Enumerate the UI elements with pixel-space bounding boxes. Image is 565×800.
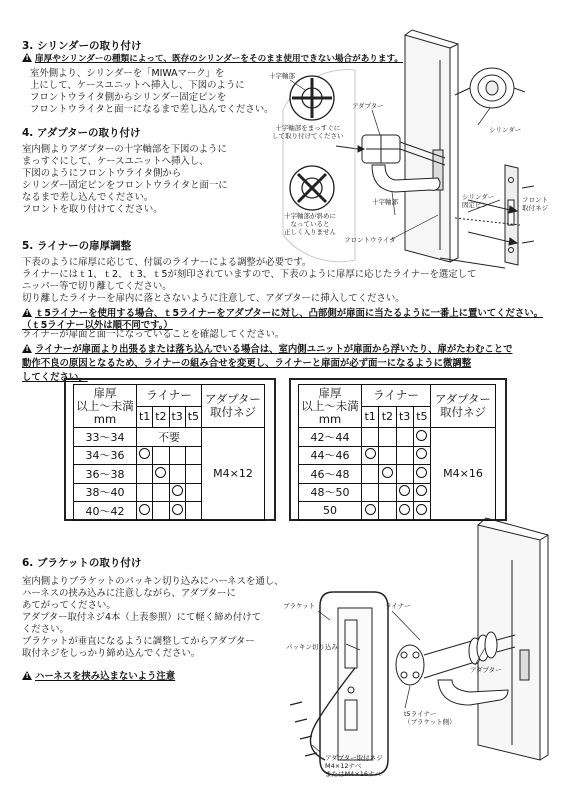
section6-title: 6. ブラケットの取り付け (22, 557, 142, 569)
table-header-screw: アダプター 取付ネジ (431, 385, 496, 428)
section5-warning-t5-note: （ｔ5ライナー以外は順不同です。） (22, 320, 173, 331)
fig1-cylinder-label: シリンダー (489, 126, 522, 134)
screw-size-cell: M4×16 (431, 428, 496, 521)
fig2-t5-label: t5ライナー （ブラケット側） (404, 710, 456, 726)
section3-warning: !扉厚やシリンダーの種類によって、既存のシリンダーをそのまま使用できない場合があります。 (22, 52, 403, 64)
section3-title: 3. シリンダーの取り付け (22, 40, 142, 52)
section4-title: 4. アダプターの取り付け (22, 127, 141, 139)
table-row: 46〜48 (299, 465, 496, 484)
section4-body: 室内側よりアダプターの十字軸部を下図のように まっすぐにして、ケースユニットへ挿入し、 下図のようにフロントウライタ側から シリンダー固定ピンをフロントウライタと面一に なるまで差し込んでください。 フロントを取り付けてください。 (22, 144, 228, 215)
table-row: 40〜42 (74, 502, 265, 521)
fig2-screw-label: アダプター取付ネジ M4×12ナベ またはM4×16ナベ (325, 754, 383, 778)
not-required-cell: 不要 (137, 428, 202, 447)
section5-title: 5. ライナーの扉厚調整 (22, 240, 132, 252)
table-row: 48〜50 (299, 483, 496, 502)
table-header-door: 扉厚 以上〜未満 mm (299, 385, 362, 428)
table-header-liner: ライナー (137, 385, 202, 407)
table-row: 44〜46 (299, 446, 496, 465)
section5-flush-note: ライナーが扉面と面一になっていることを確認してください。 (22, 329, 285, 340)
fig1-cross-shaft-label: 十字軸部 (269, 72, 295, 80)
section6-warning: !ハーネスを挟み込まないよう注意 (22, 668, 175, 682)
screw-size-cell: M4×12 (202, 428, 265, 521)
fig1-front-writer-label: フロントウライタ (344, 236, 396, 244)
fig1-adapter-label: アダプター (352, 102, 384, 110)
fig1-pin-label: シリンダー 固定ピン (462, 193, 495, 209)
table-row: 38〜40 (74, 483, 265, 502)
section5-warning-t5: !ｔ5ライナーを使用する場合、ｔ5ライナーをアダプターに対し、凸部側が扉面に当たるように一番上に置いてください。 (22, 305, 543, 319)
table-row: 34〜36 (74, 446, 265, 465)
table-header-t5: t5 (185, 406, 201, 427)
fig2-bracket-label: ブラケット (283, 602, 316, 610)
table-header-t5: t5 (413, 406, 430, 427)
fig1-front-screw-label: フロント 取付ネジ (522, 196, 548, 212)
table-header-t3: t3 (169, 406, 185, 427)
section5-warning-flush: !ライナーが扉面より出張るまたは落ち込んでいる場合は、室内側ユニットが扉面から浮いたり、扉がたわむことで 動作不良の原因となるため、ライナーの組み合せを変更し、ライナーと扉面が必ず面一になるように微調整 してください。 (22, 341, 512, 383)
table-header-t2: t2 (153, 406, 169, 427)
table-row: 42〜44 M4×16 (299, 428, 496, 447)
fig2-packing-label: パッキン切り込み (286, 643, 338, 651)
table-header-t3: t3 (396, 406, 413, 427)
fig1-ng-note: 十字軸部が斜めに なっていると 正しく入りません (284, 212, 336, 236)
section6-body: 室内側よりブラケットのパッキン切り込みにハーネスを通し、 ハーネスの挟み込みに注意しながら、アダプターに あてがってください。 アダプター取付ネジ4本（上表参照）にて軽く締め付けて ください。 ブラケットが垂直になるように調整してからアダプター 取付ネジをしっかり締め込んでください。 (22, 576, 284, 659)
table-header-liner: ライナー (362, 385, 431, 407)
fig1-cross-shaft-label-2: 十字軸部 (372, 198, 398, 206)
table-header-door: 扉厚 以上〜未満 mm (74, 385, 137, 428)
table-header-t2: t2 (379, 406, 396, 427)
section5-body: 下表のように扉厚に応じて、付属のライナーによる調整が必要です。 ライナーにはｔ1、ｔ2、ｔ3、ｔ5が刻印されていますので、下表のように扉厚に応じたライナーを選定して ニッパー等で切り離してください。 切り離したライナーを扉内に落とさないように注意して、アダプターに挿入してください。 (22, 257, 477, 304)
fig2-adapter-label: アダプター (470, 666, 502, 674)
table-header-screw: アダプター 取付ネジ (202, 385, 265, 428)
table-row: 33〜34 不要 M4×12 (74, 428, 265, 447)
fig1-ok-note: 十字軸部をまっすぐに して取り付けてください (272, 124, 344, 140)
section3-body: 室外側より、シリンダーを「MIWAマーク」を 上にして、ケースユニットへ挿入し、下図のように フロントウライタ側からシリンダー固定ピンを フロントウライタと面一になるまで差し込んでください。 (30, 68, 274, 115)
table-header-t1: t1 (362, 406, 379, 427)
table-header-t1: t1 (137, 406, 153, 427)
fig2-liner-label: ライナー (385, 602, 411, 610)
table-row: 36〜38 (74, 465, 265, 484)
table-row: 50 (299, 502, 496, 521)
